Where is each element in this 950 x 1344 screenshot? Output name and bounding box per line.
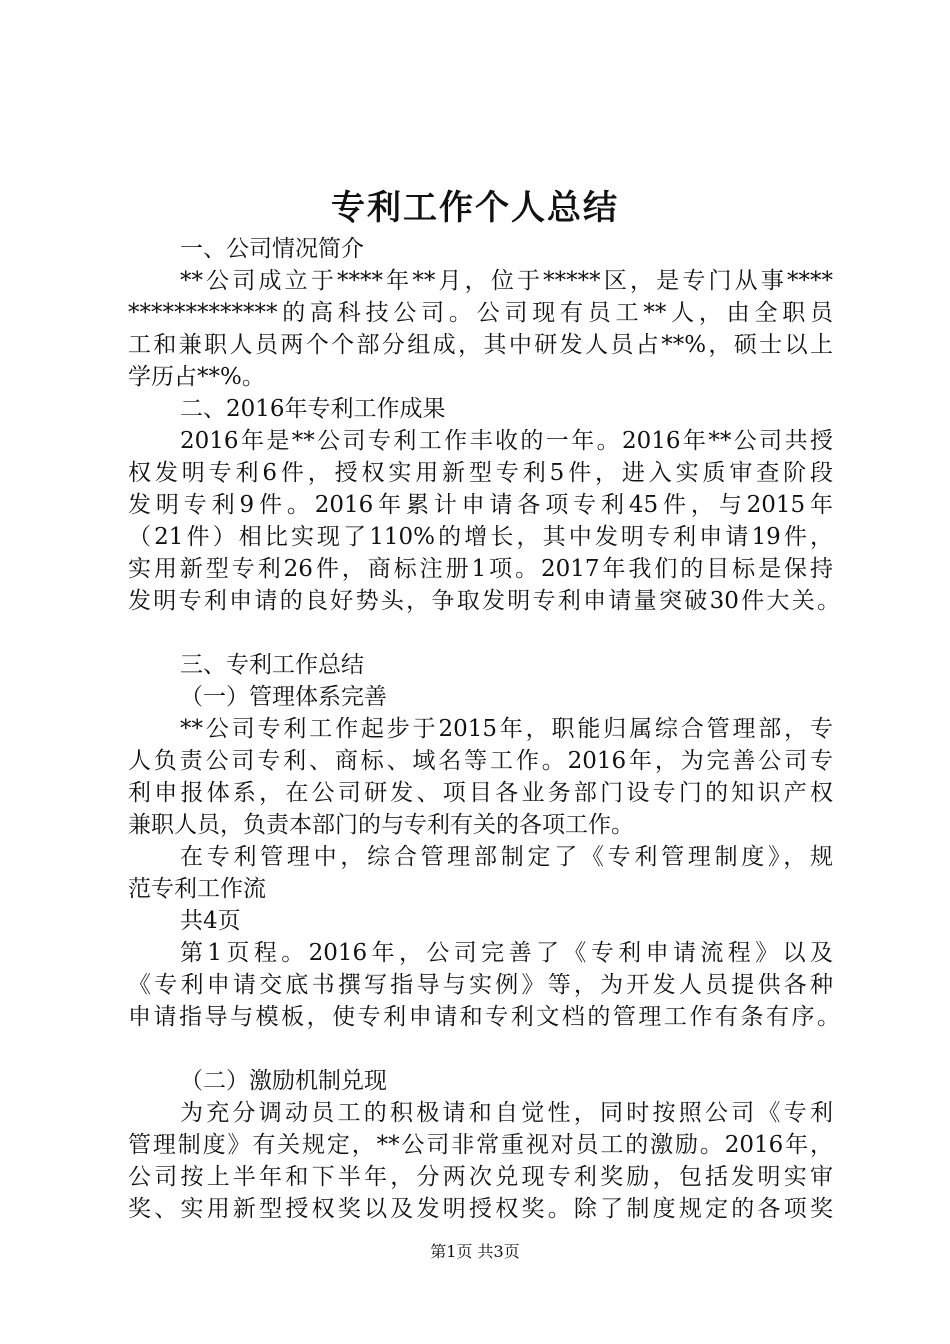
paragraph-line: 公司按上半年和下半年，分两次兑现专利奖励，包括发明实审 [128,1164,833,1190]
heading-2016-results: 二、2016年专利工作成果 [180,396,446,422]
heading-company-intro: 一、公司情况简介 [180,236,364,262]
paragraph-line: 范专利工作流 [128,876,266,902]
paragraph-line: 利申报体系，在公司研发、项目各业务部门设专门的知识产权 [128,780,833,806]
paragraph-line: 兼职人员，负责本部门的与专利有关的各项工作。 [128,812,634,838]
paragraph-line: 《专利申请交底书撰写指导与实例》等，为开发人员提供各种 [128,972,833,998]
subheading-incentive: （二）激励机制兑现 [180,1068,387,1094]
paragraph-line: 学历占**%。 [128,364,265,390]
paragraph-line: 工和兼职人员两个个部分组成，其中研发人员占**%，硕士以上 [128,332,833,358]
paragraph-line: 权发明专利6件，授权实用新型专利5件，进入实质审查阶段 [128,460,833,486]
paragraph-line: （21件）相比实现了110%的增长，其中发明专利申请19件， [128,524,833,550]
paragraph-line: 2016年是**公司专利工作丰收的一年。2016年**公司共授 [180,428,833,454]
page-count-note: 共4页 [180,908,241,934]
page-footer: 第1页 共3页 [430,1242,520,1261]
heading-patent-summary: 三、专利工作总结 [180,652,364,678]
paragraph-line: 管理制度》有关规定，**公司非常重视对员工的激励。2016年， [128,1132,833,1158]
paragraph-line: 人负责公司专利、商标、域名等工作。2016年，为完善公司专 [128,748,833,774]
paragraph-line: **公司专利工作起步于2015年，职能归属综合管理部，专 [180,716,833,742]
paragraph-line: 为充分调动员工的积极请和自觉性，同时按照公司《专利 [180,1100,833,1126]
paragraph-line: 在专利管理中，综合管理部制定了《专利管理制度》，规 [180,844,833,870]
paragraph-line: 申请指导与模板，使专利申请和专利文档的管理工作有条有序。 [128,1004,840,1030]
paragraph-line: 发明专利9件。2016年累计申请各项专利45件，与2015年 [128,492,833,518]
paragraph-line: *************的高科技公司。公司现有员工**人，由全职员 [128,300,833,326]
subheading-management-system: （一）管理体系完善 [180,684,387,710]
paragraph-line: 实用新型专利26件，商标注册1项。2017年我们的目标是保持 [128,556,833,582]
paragraph-line: **公司成立于****年**月，位于*****区，是专门从事**** [180,268,833,294]
document-title: 专利工作个人总结 [331,188,619,228]
paragraph-line: 奖、实用新型授权奖以及发明授权奖。除了制度规定的各项奖 [128,1196,833,1222]
paragraph-line: 第1页程。2016年，公司完善了《专利申请流程》以及 [180,940,833,966]
paragraph-line: 发明专利申请的良好势头，争取发明专利申请量突破30件大关。 [128,588,840,614]
